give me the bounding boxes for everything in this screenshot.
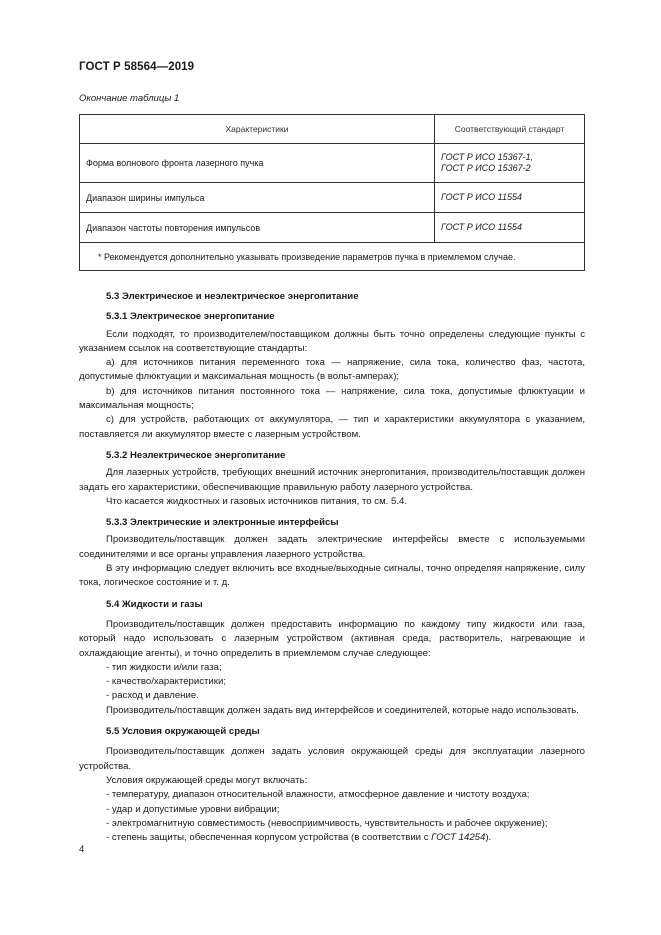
list-item: - электромагнитную совместимость (невосприимчивость, чувствительность и рабочее окружение); [106, 817, 548, 829]
standard-cell [435, 144, 585, 183]
table-caption: Окончание таблицы 1 [79, 93, 180, 104]
standard-cell: ГОСТ Р ИСО 11554 [435, 213, 585, 243]
column-header-standard: Соответствующий стандарт [435, 115, 585, 144]
section-heading-5-3-3: 5.3.3 Электрические и электронные интерфейсы [106, 517, 339, 529]
section-heading-5-3-1: 5.3.1 Электрическое энергопитание [106, 311, 275, 323]
paragraph: Условия окружающей среды могут включать: [106, 774, 308, 786]
characteristic-cell: Диапазон ширины импульса [80, 183, 435, 213]
table-footnote-row [80, 243, 585, 271]
table-row [80, 144, 585, 183]
list-item: - тип жидкости и/или газа; [106, 661, 222, 673]
paragraph: Производитель/поставщик должен предоставить информацию по каждому типу жидкости или газа, который надо использовать с лазерным устройством (активная среда, растворитель, нагревающие и охлаждающие агенты), и точно определить в приемлемом случае следующее: [79, 618, 585, 659]
characteristics-table [79, 114, 585, 271]
table-footnote: * Рекомендуется дополнительно указывать произведение параметров пучка в приемлемом случае. [80, 243, 585, 271]
list-item: - температуру, диапазон относительной влажности, атмосферное давление и чистоту воздуха; [106, 789, 530, 801]
standard-cell: ГОСТ Р ИСО 11554 [435, 183, 585, 213]
paragraph: Если подходят, то производителем/поставщиком должны быть точно определены следующие пункты с указанием ссылок на соответствующие стандарты: [79, 328, 585, 354]
table-row [80, 183, 585, 213]
standard-ref: ГОСТ Р ИСО 15367-2 [441, 163, 531, 173]
section-heading-5-5: 5.5 Условия окружающей среды [106, 726, 260, 738]
paragraph: Производитель/поставщик должен задать вид интерфейсов и соединителей, которые надо использовать. [106, 704, 579, 716]
list-item: а) для источников питания переменного тока — напряжение, сила тока, количество фаз, частота, допустимые флюктуации и максимальная мощность (в вольт-амперах); [79, 357, 585, 383]
paragraph: Производитель/поставщик должен задать условия окружающей среды для эксплуатации лазерного устройства. [79, 746, 585, 772]
section-heading-5-3: 5.3 Электрическое и неэлектрическое энергопитание [106, 291, 359, 302]
characteristic-cell: Форма волнового фронта лазерного пучка [80, 144, 435, 183]
list-item: - расход и давление. [106, 690, 199, 702]
document-code: ГОСТ Р 58564—2019 [79, 61, 195, 73]
section-heading-5-4: 5.4 Жидкости и газы [106, 598, 203, 610]
characteristic-cell: Диапазон частоты повторения импульсов [80, 213, 435, 243]
list-item [79, 831, 585, 845]
list-item: b) для источников питания постоянного тока — напряжение, сила тока, допустимые флюктуации и максимальная мощность; [79, 385, 585, 412]
list-item-text: - степень защиты, обеспеченная корпусом устройства (в соответствии с [106, 832, 432, 844]
list-item: - удар и допустимые уровни вибрации; [106, 803, 280, 815]
standard-ref: ГОСТ Р ИСО 15367-1, [441, 152, 534, 162]
paragraph: Что касается жидкостных и газовых источников питания, то см. 5.4. [106, 495, 407, 507]
paragraph: Производитель/поставщик должен задать электрические интерфейсы вместе с используемыми соединителями и все органы управления лазерного устройства. [79, 534, 585, 560]
table-header-row [80, 115, 585, 144]
list-item: - качество/характеристики; [106, 676, 226, 688]
paragraph: В эту информацию следует включить все входные/выходные сигналы, точно определяя напряжение, силу тока, логическое состояние и т. д. [79, 563, 585, 589]
list-item-text: ). [485, 832, 492, 844]
table-row [80, 213, 585, 243]
document-body [79, 288, 585, 845]
page-number: 4 [79, 844, 85, 855]
section-heading-5-3-2: 5.3.2 Неэлектрическое энергопитание [106, 449, 286, 461]
standard-ref: ГОСТ 14254 [431, 832, 486, 844]
paragraph: Для лазерных устройств, требующих внешний источник энергопитания, производитель/поставщик должен задать его характеристики, обеспечивающие правильную работу лазерного устройства. [79, 467, 585, 493]
list-item: с) для устройств, работающих от аккумулятора, — тип и характеристики аккумулятора с указанием, поставляется ли аккумулятор вместе с лазерным устройством. [79, 414, 585, 440]
column-header-characteristics: Характеристики [80, 115, 435, 144]
